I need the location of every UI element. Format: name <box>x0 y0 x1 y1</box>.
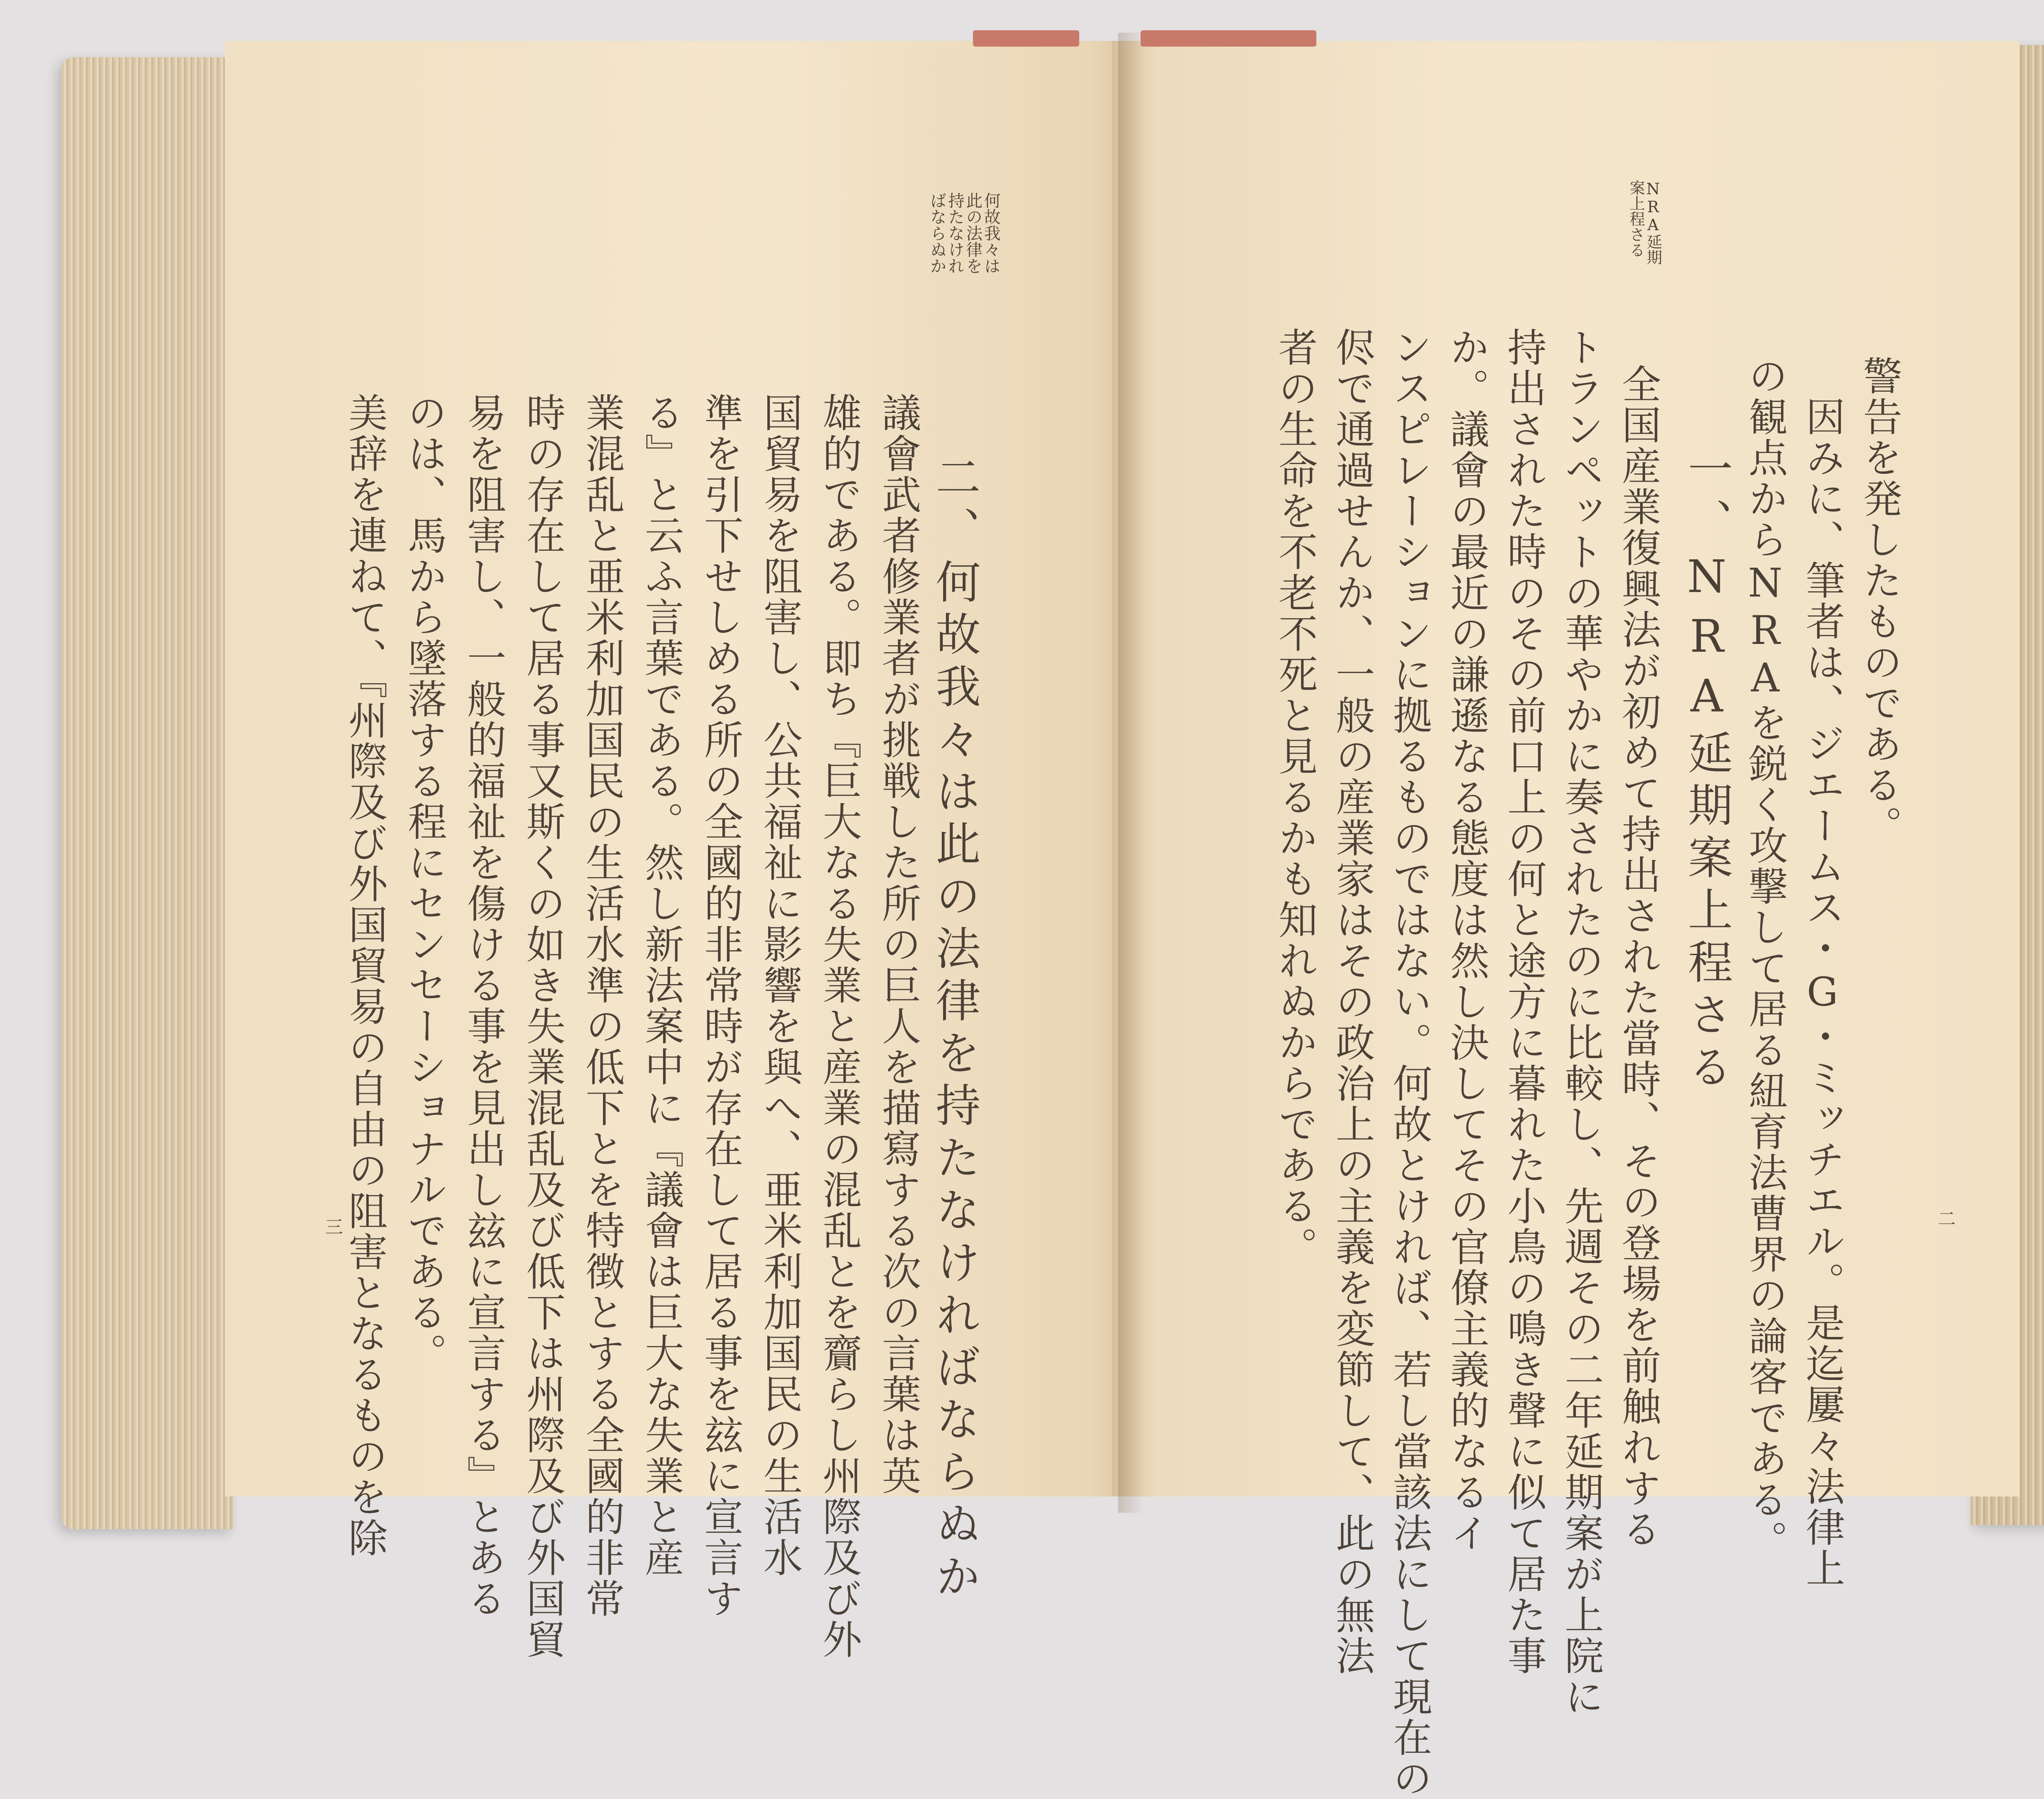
left-text-column-7: 時の存在して居る事又斯くの如き失業混乱及び低下は州際及び外国貿 <box>520 393 566 1660</box>
left-text-column-4: 準を引下せしめる所の全國的非常時が存在して居る事を玆に宣言す <box>698 393 744 1619</box>
right-text-column-7: か。議會の最近の謙遜なる態度は然し決してその官僚主義的なるイ <box>1444 327 1490 1554</box>
bookmark-ribbon-left <box>973 30 1079 47</box>
left-text-column-8: 易を阻害し、一般的福祉を傷ける事を見出し玆に宣言する』とある <box>461 393 507 1619</box>
book-gutter <box>1118 33 1155 1513</box>
right-margin-note: NRA延期案上程さる <box>1627 180 1662 265</box>
right-text-column-5: トランペットの華やかに奏されたのに比較し、先週その二年延期案が上院に <box>1558 327 1604 1717</box>
left-margin-note: 何故我々は此の法律を持たなければならぬか <box>928 192 1000 274</box>
right-text-column-8: ンスピレーションに拠るものではない。何故とければ、若し當該法にして現在の <box>1387 327 1432 1799</box>
right-text-column-4: 全国産業復興法が初めて持出された當時、その登場を前触れする <box>1616 364 1661 1550</box>
right-text-column-1: 警告を発したものである。 <box>1857 356 1903 846</box>
left-text-column-2: 雄的である。即ち『巨大なる失業と産業の混乱とを齎らし州際及び外 <box>816 393 862 1660</box>
right-text-column-3: の観点からNRAを鋭く攻撃して居る紐育法曹界の論客である。 <box>1742 356 1788 1561</box>
left-text-column-1: 議會武者修業者が挑戦した所の巨人を描寫する次の言葉は英 <box>876 393 921 1496</box>
left-text-column-6: 業混乱と亜米利加国民の生活水準の低下とを特徴とする全國的非常 <box>579 393 625 1619</box>
left-page <box>225 41 1136 1660</box>
left-section-heading: 二、何故我々は此の法律を持たなければならぬか <box>928 454 981 1605</box>
left-text-column-3: 国貿易を阻害し、公共福祉に影響を與へ、亜米利加国民の生活水 <box>757 393 803 1578</box>
left-text-column-5: る』と云ふ言葉である。然し新法案中に『議會は巨大な失業と産 <box>639 393 684 1578</box>
right-page <box>1112 41 2019 1799</box>
right-section-heading: 一、NRA延期案上程さる <box>1681 446 1733 1096</box>
open-book <box>61 33 2044 1799</box>
right-text-column-6: 持出された時のその前口上の何と途方に暮れた小鳥の鳴き聲に似て居た事 <box>1501 327 1547 1676</box>
left-text-column-10: 美辞を連ねて、『州際及び外国貿易の自由の阻害となるものを除 <box>342 393 388 1559</box>
left-page-number: 三 <box>325 1217 343 1238</box>
left-text-column-9: のは、馬から墜落する程にセンセーショナルである。 <box>401 393 447 1374</box>
right-text-column-9: 侭で通過せんか、一般の産業家はその政治上の主義を変節して、此の無法 <box>1329 327 1375 1676</box>
right-page-number: 二 <box>1938 1209 1956 1229</box>
left-page-block-edge <box>61 57 233 1529</box>
right-text-column-2: 因みに、筆者は、ジエームス・G・ミッチエル。是迄屢々法律上 <box>1800 397 1845 1589</box>
bookmark-ribbon-right <box>1141 30 1316 47</box>
right-text-column-10: 者の生命を不老不死と見るかも知れぬからである。 <box>1272 327 1318 1267</box>
